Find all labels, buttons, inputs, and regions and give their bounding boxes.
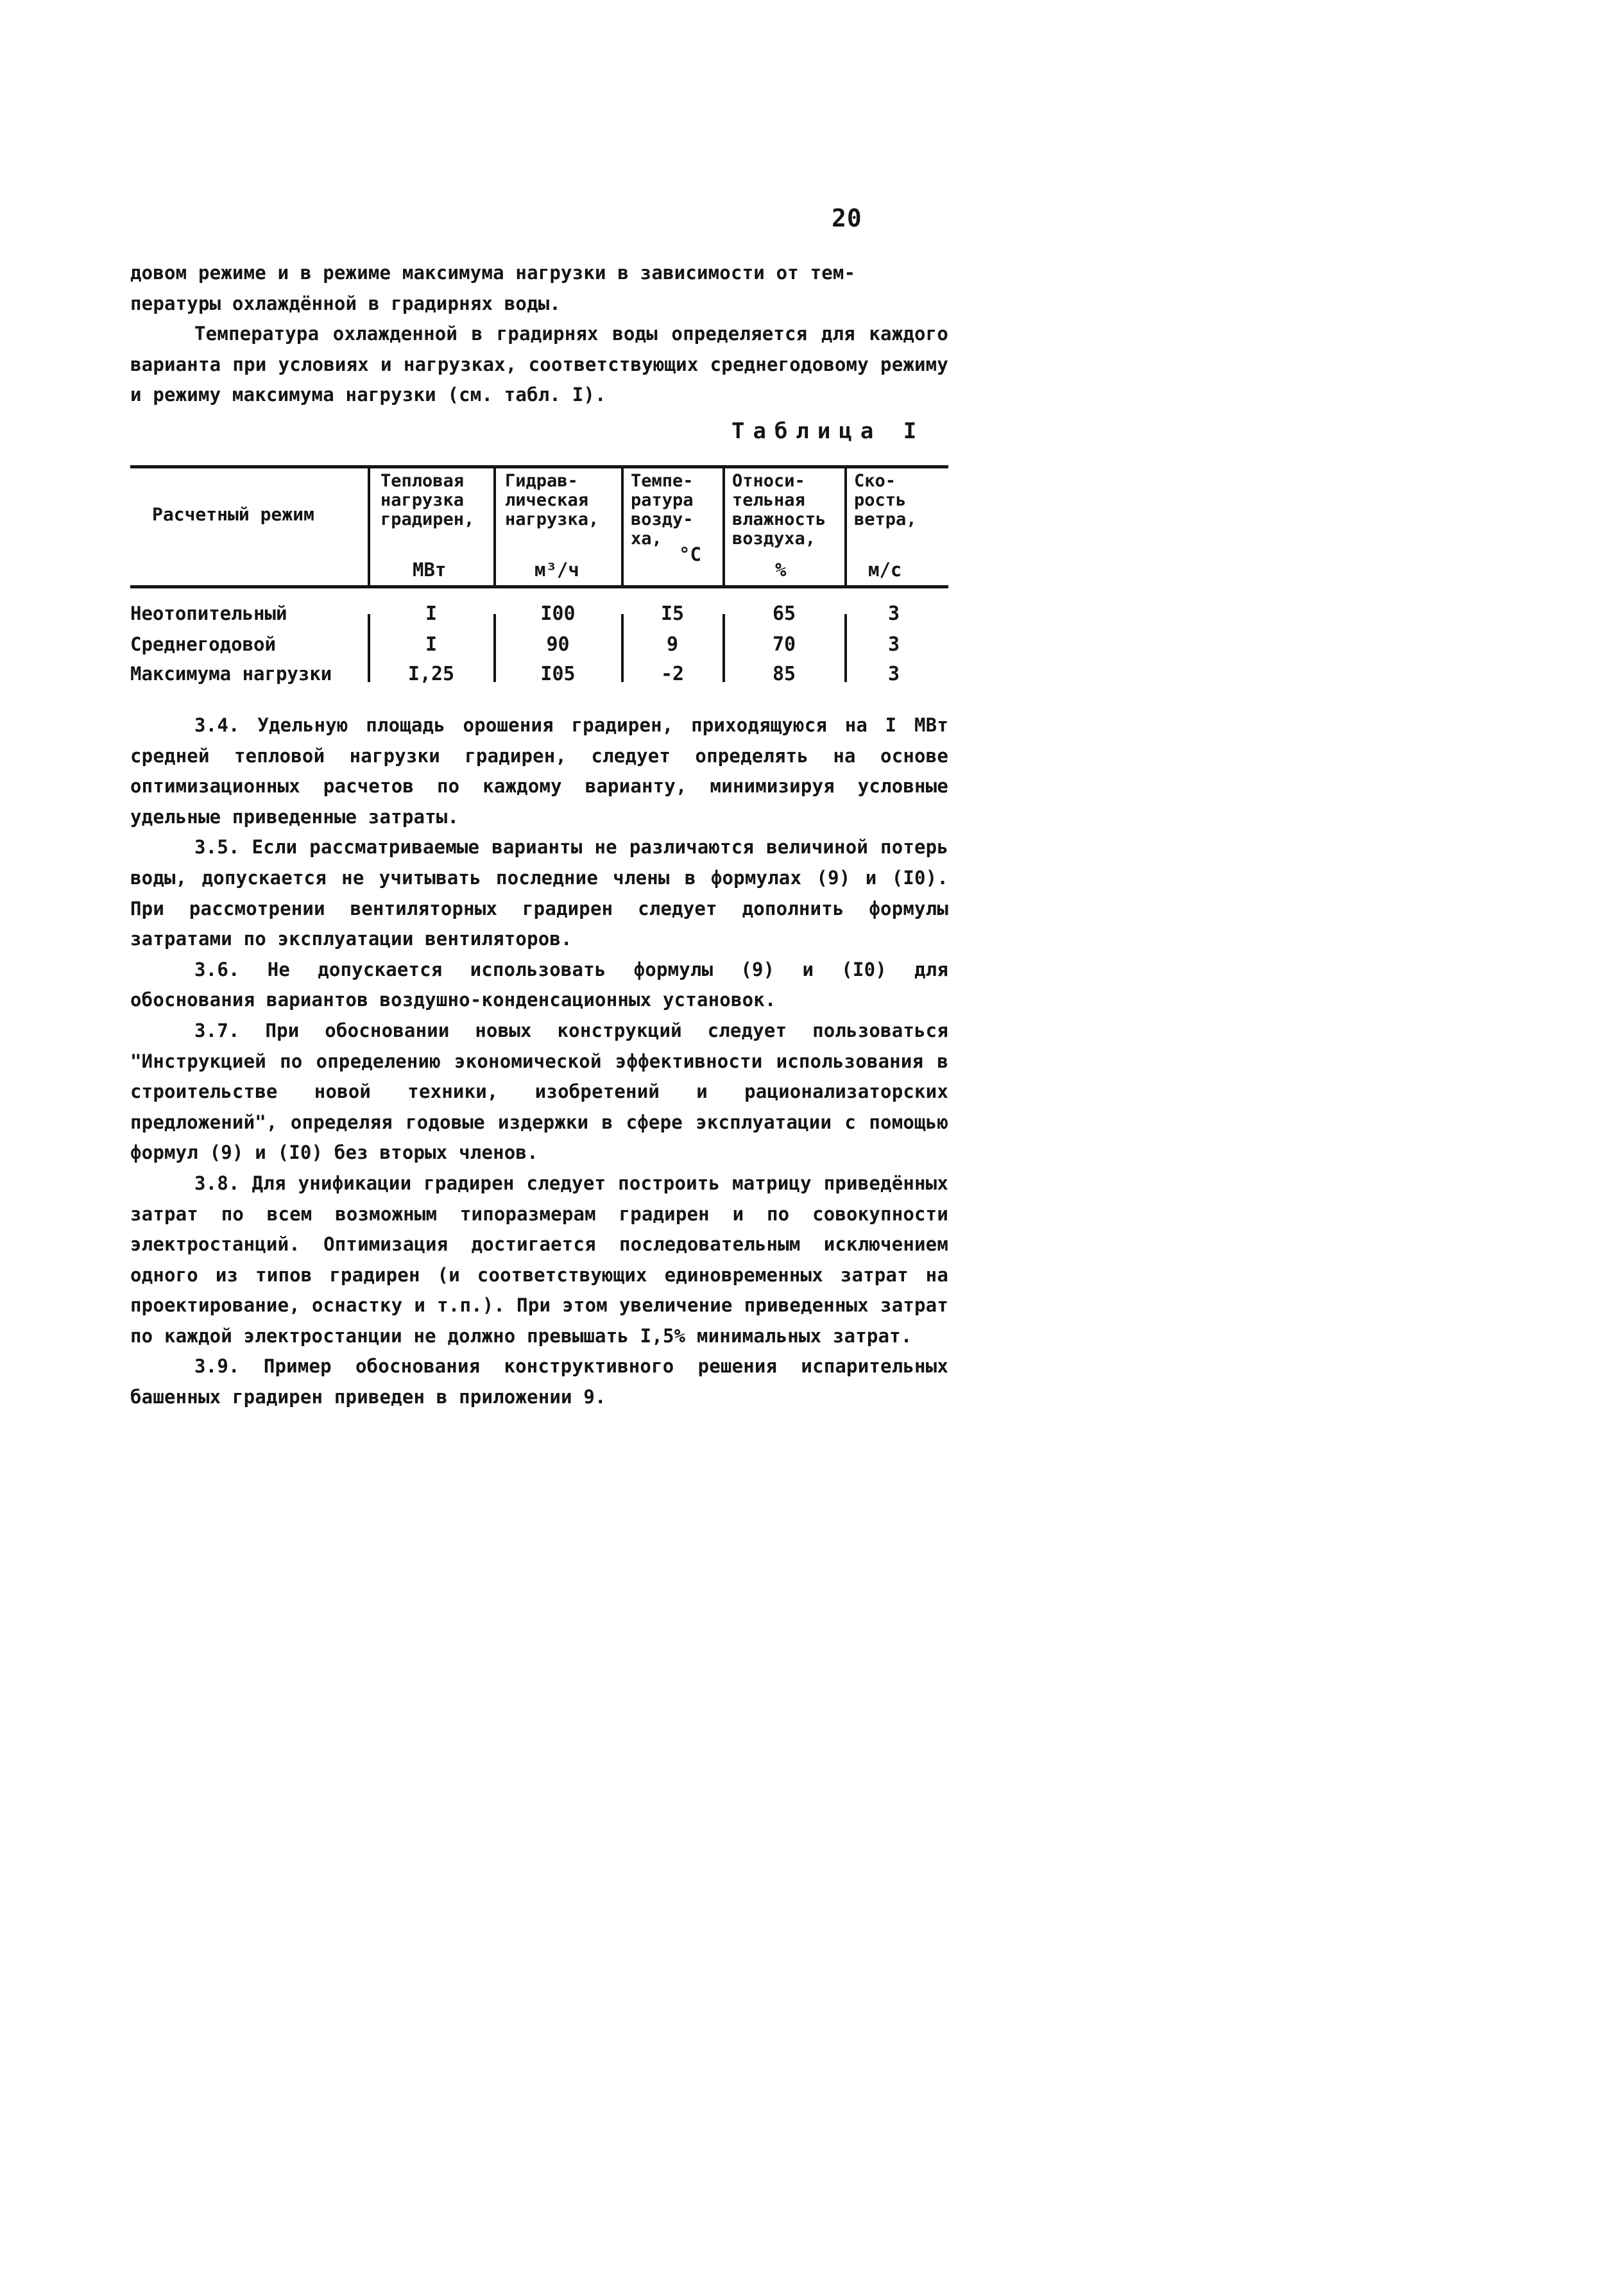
page-number: 20 (832, 204, 862, 232)
cell-humidity: 70 (772, 633, 796, 656)
cell-air-temp: I5 (660, 603, 685, 625)
cell-humidity: 65 (772, 603, 796, 625)
header-humidity: Относи- тельная влажность воздуха, (732, 471, 826, 549)
header-humidity-unit: % (775, 559, 787, 581)
cell-heat-load: I (425, 633, 438, 656)
intro-line-1: довом режиме и в режиме максимума нагрузки в зависимости от тем- (130, 262, 856, 284)
header-air-temp-unit: °С (679, 543, 701, 565)
paragraph-3-5: 3.5. Если рассматриваемые варианты не различаются величиной потерь воды, допускается не учитывать последние члены в формулах (9) и (I0). При рассмотрении вентиляторных градирен следует дополнить формулы затратами по эксплуатации вентиляторов. (130, 836, 948, 950)
intro-line-2: пературы охлаждённой в градирнях воды. (130, 292, 561, 314)
paragraph-3-6: 3.6. Не допускается использовать формулы (9) и (I0) для обоснования вариантов воздушно-конденсационных установок. (130, 958, 948, 1011)
header-hydraulic-load: Гидрав- лическая нагрузка, (505, 471, 599, 529)
intro-paragraph: Температура охлажденной в градирнях воды определяется для каждого варианта при условиях и нагрузках, соответствующих среднегодовому режиму и режиму максимума нагрузки (см. табл. I). (130, 323, 948, 406)
table-top-rule (130, 465, 948, 468)
cell-humidity: 85 (772, 663, 796, 685)
paragraph-3-9: 3.9. Пример обоснования конструктивного решения испарительных башенных градирен приведен в приложении 9. (130, 1355, 948, 1408)
row-mode: Максимума нагрузки (130, 663, 332, 685)
column-divider (844, 468, 847, 585)
header-heat-load-unit: МВт (413, 559, 447, 581)
intro-text (130, 258, 948, 411)
column-divider (493, 468, 496, 585)
cell-wind-speed: 3 (887, 633, 900, 656)
cell-hydraulic-load: I05 (540, 663, 576, 685)
cell-hydraulic-load: I00 (540, 603, 576, 625)
cell-wind-speed: 3 (887, 603, 900, 625)
cell-air-temp: -2 (660, 663, 685, 685)
header-heat-load: Тепловая нагрузка градирен, (380, 471, 475, 529)
cell-wind-speed: 3 (887, 663, 900, 685)
paragraph-3-7: 3.7. При обосновании новых конструкций следует пользоваться "Инструкцией по определению экономической эффективности использования в строительстве новой техники, изобретений и рационализаторских предложений", определяя годовые издержки в сфере эксплуатации с помощью формул (9) и (I0) без вторых членов. (130, 1019, 948, 1164)
header-mode: Расчетный режим (152, 504, 314, 525)
row-mode: Неотопительный (130, 603, 287, 624)
column-divider (368, 468, 370, 585)
cell-heat-load: I,25 (407, 663, 455, 685)
header-wind-speed: Ско- рость ветра, (854, 471, 917, 529)
paragraph-3-4: 3.4. Удельную площадь орошения градирен, приходящуюся на I МВт средней тепловой нагрузки градирен, следует определять на основе оптимизационных расчетов по каждому варианту, минимизируя условные удельные приведенные затраты. (130, 714, 948, 828)
cell-air-temp: 9 (666, 633, 679, 656)
row-mode: Среднегодовой (130, 633, 276, 655)
cell-heat-load: I (425, 603, 438, 625)
paragraph-3-8: 3.8. Для унификации градирен следует построить матрицу приведённых затрат по всем возможным типоразмерам градирен и по совокупности электростанций. Оптимизация достигается последовательным исключением одного из типов градирен (и соответствующих единовременных затрат на проектирование, оснастку и т.п.). При этом увеличение приведенных затрат по каждой электростанции не должно превышать I,5% минимальных затрат. (130, 1172, 948, 1347)
table-header-rule (130, 585, 948, 588)
data-table (130, 465, 948, 696)
header-hydraulic-load-unit: м³/ч (534, 559, 579, 581)
header-air-temp: Темпе- ратура возду- ха, (631, 471, 694, 549)
column-divider (722, 468, 725, 585)
column-divider (621, 468, 624, 585)
body-text (130, 710, 948, 1413)
table-caption: Таблица I (731, 418, 925, 444)
header-wind-speed-unit: м/с (868, 559, 902, 581)
cell-hydraulic-load: 90 (546, 633, 570, 656)
